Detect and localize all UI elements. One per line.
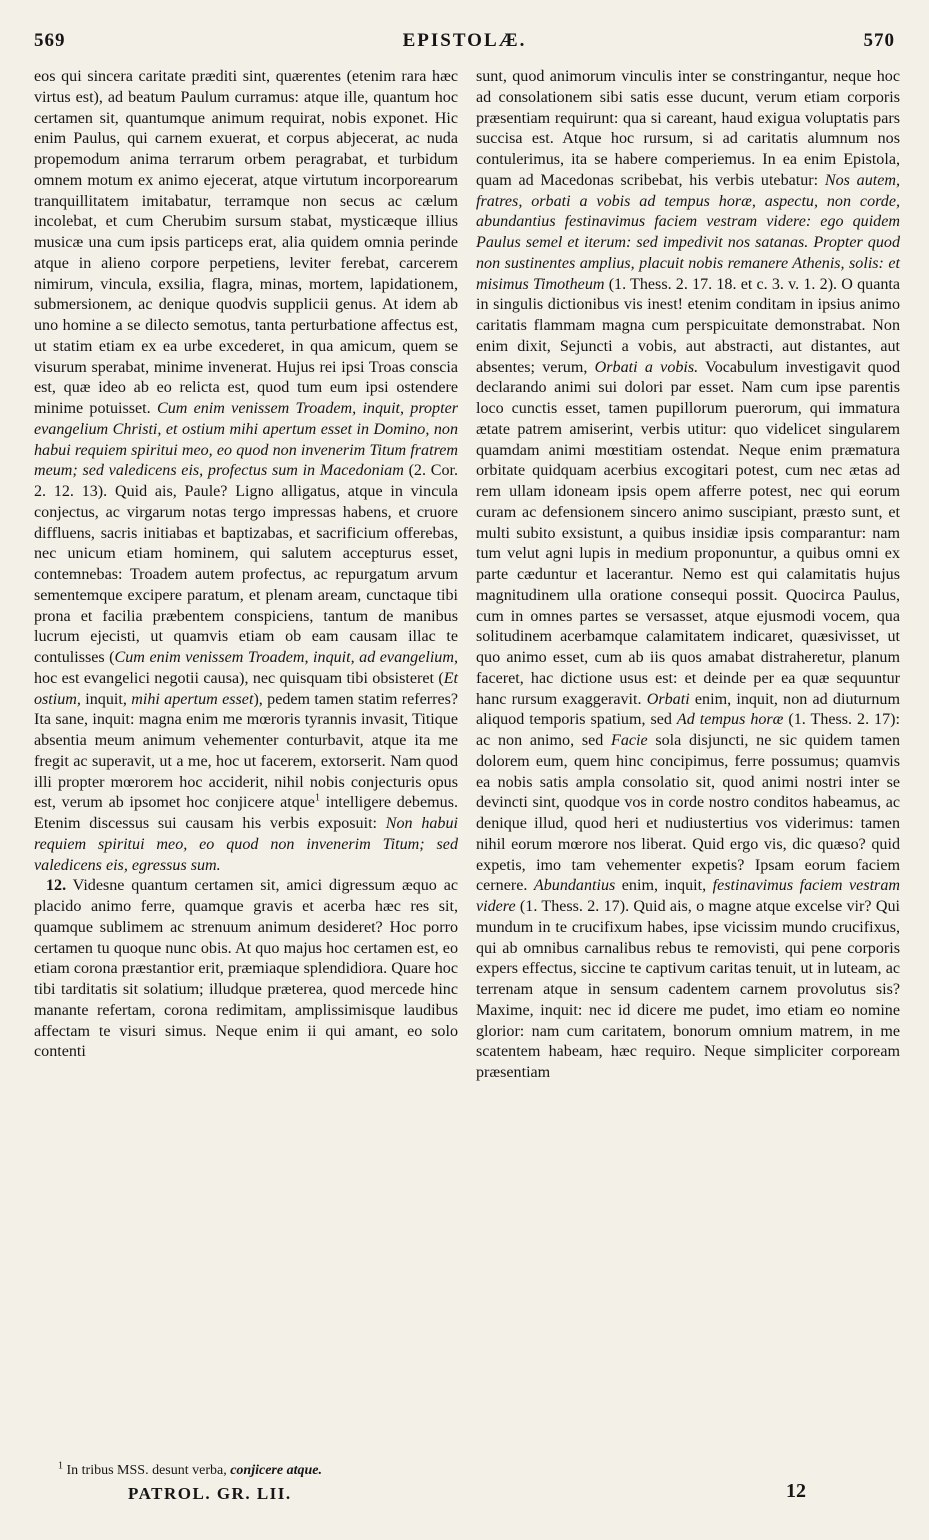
text-run: Videsne quantum certamen sit, amici digressum æquo ac placido animo ferre, quamque gravis et acerba hæc res sit, quamque sublimem ac strenuum animum desideret? Hoc porro certamen tu quoque nunc obis. At quo majus hoc certamen est, eo etiam corona præstantior erit, præmiaque splendidiora. Quare hoc tibi tarditatis sit solatium; illudque præterea, quod mercede hinc manante refertam, corona redimitam, amplissimisque laudibus affectam te visuri simus. Neque enim ii qui amant, eo solo contenti — [34, 877, 458, 1061]
text-run: sola disjuncti, ne sic quidem tamen dolorem eum, quem hinc concipimus, ferre possumus; quamvis ea nobis satis ampla consolatio sit, quod animi nostri inter se devincti sint, quodque vos in corde nostro conditos habeamus, ac denique illud, quod heri et nudiustertius vos viderimus: tamen nihil eorum mœrore nos liberat. Quid ergo vis, dic quæso? quid expetis, imo tam vehementer expetis? Ipsam eorum faciem cernere. — [476, 732, 900, 895]
footnote-reference: 1 — [314, 792, 320, 804]
text-run: (1. Thess. 2. 17): ac non animo, sed — [476, 711, 900, 749]
text-run: (1. Thess. 2. 17. 18. et c. 3. v. 1. 2). O quanta in singulis dictionibus vis inest! etenim conditam in ipsius animo caritatis flammam magna cum perspicuitate demonstrabat. Non enim dixit, Sejuncti a vobis, aut abstracti, aut distantes, aut absentes; verum, — [476, 275, 900, 376]
text-run: eos qui sincera caritate præditi sint, quærentes (etenim rara hæc virtus est), ad beatum Paulum curramus: atque ille, quantum hoc certamen sit, quantumque animum requirat, nobis exponet. Hic enim Paulus, qui carnem exuerat, et corpus abjecerat, ac nuda propemodum anima terrarum orbem peragrabat, et turbidum omnem motum ex animo ejecerat, atque virtutum incorporearum tranquillitatem imitabatur, terramque non secus ac cælum incolebat, et cum Cherubim sursum stabat, mysticæque illius musicæ una cum ipsis particeps erat, alia quidem omnia perinde atque in alieno corpore perpetiens, leviter ferebat, carcerem nimirum, vincula, exsilia, flagra, minas, mortem, lapidationem, submersionem, ac denique quodvis supplicii genus. At idem ab uno homine a se dilecto semotus, tanta perturbatione affectus est, ut statim etiam ex ea urbe excederet, in qua amicum, quem se visurum sperabat, minime invenerat. Hujus rei ipsi Troas conscia est, quæ ideo ab eo relicta est, quod tum eum ipsi ostendere minime potuisset. — [34, 68, 458, 417]
text-run: ), pedem tamen statim referres? Ita sane, inquit: magna enim me mœroris tyrannis invasit, Titique absentia meum animum vehementer conturbavit, atque ita me fregit ac superavit, ut a me, hoc ut facerem, extorserit. Nam quod illi propter mœrorem hoc acciderit, nihil nobis conjecturis opus est, verum ab ipsomet hoc conjicere atque — [34, 690, 458, 812]
printer-signature: PATROL. GR. LII. — [128, 1484, 292, 1503]
footnote-text: In tribus MSS. desunt verba, — [63, 1463, 231, 1478]
sheet-number: 12 — [786, 1480, 806, 1502]
quotation: Nos autem, fratres, orbati a vobis ad tempus horæ, aspectu, non corde, abundantius festinavimus faciem vestram videre: ego quidem Paulus semel et iterum: sed impedivit nos satanas. Propter quod non sustinentes amplius, placuit nobis remanere Athenis, solis: et misimus Timotheum — [476, 171, 900, 293]
left-column — [34, 67, 458, 1063]
quotation: mihi apertum esset — [131, 690, 254, 708]
quotation: Cum enim venissem Troadem, inquit, propter evangelium Christi, et ostium mihi apertum esset in Domino, non habui requiem spiritui meo, eo quod non invenerim Titum fratrem meum; sed valedicens eis, profectus sum in Macedoniam — [34, 400, 458, 480]
running-head — [34, 30, 895, 60]
quotation: Abundantius — [533, 877, 616, 895]
footnote — [58, 1462, 458, 1480]
text-run: intelligere debemus. Etenim discessus sui causam his verbis exposuit: — [34, 794, 458, 832]
quotation: Et ostium, — [34, 669, 458, 708]
text-run: enim, inquit, — [615, 877, 713, 895]
quotation: Ad tempus horæ — [676, 711, 784, 729]
quotation: Cum enim venissem Troadem, inquit, ad evangelium, — [114, 649, 458, 666]
quotation: Non habui requiem spiritui meo, eo quod non invenerim Titum; sed valedicens eis, egressus sum. — [34, 815, 458, 874]
left-paragraph-continuation — [34, 67, 458, 876]
page-number-left: 569 — [34, 30, 66, 51]
paragraph-12 — [34, 876, 458, 1063]
text-run: hoc est evangelici negotii causa), nec quisquam tibi obsisteret ( — [34, 669, 444, 687]
text-run: (1. Thess. 2. 17). Quid ais, o magne atque excelse vir? Qui mundum in te crucifixum habes, ipse vicissim mundo crucifixus, qui ab omnibus carnalibus rebus te removisti, qui pene corporis expers effectus, siccine te captivum caritas tenuit, ut in luteam, ac terrenam atque in sensum cadentem carnem provolutus sis? Maxime, inquit: nec id dicere me pudet, imo etiam eo nomine glorior: nam cum caritatem, bonorum omnium matrem, in me scatentem habeam, hæc requiro. Neque simpliciter corpoream præsentiam — [476, 898, 900, 1081]
text-run: enim, inquit, non ad diuturnum aliquod temporis spatium, sed — [476, 690, 900, 729]
footnote-mark: 1 — [58, 1460, 63, 1472]
quotation: festinavimus faciem vestram videre — [476, 877, 900, 915]
text-run: inquit, — [80, 690, 132, 708]
right-column — [476, 67, 900, 1084]
text-run: sunt, quod animorum vinculis inter se constringantur, neque hoc ad consolationem sibi satis esse ducunt, verum etiam corporis præsentiam requirunt: qua si careant, haud exigua voluptatis pars succisa est. Atque hoc rursum, si ad caritatis alumnum nos contulerimus, ita se habere comperiemus. In ea enim Epistola, quam ad Macedonas scribebat, his verbis utebatur: — [476, 68, 900, 189]
page-number-right: 570 — [863, 30, 895, 51]
right-paragraph — [476, 67, 900, 1084]
text-run: Vocabulum investigavit quod declarando animi sui dolori par esset. Nam cum ipse parentis loco cunctis esset, tamen pupillorum puerorum, qui immatura ætate patrem amiserint, verbis utitur: quo videlicet singularem quamdam animi mœstitiam ostendat. Neque enim præmatura orbitate quidquam acerbius excogitari potest, cum nec ætas ad rem ullam idoneam ipsis opem afferre potest, nec qui eorum curam ac defensionem sincero animo suscipiant, præsto sunt, et multi subito exsistunt, a quibus insidiæ ipsis comparantur: nam tum velut agni lupis in medium proponuntur, a quibus omni ex parte cæduntur et lacerantur. Nemo est qui calamitatis hujus magnitudinem ulla oratione consequi possit. Quocirca Paulus, cum in omnes partes se versasset, atque ejusmodi vocem, qua solitudinem acerbamque calamitatem indicaret, quæsivisset, ut quo animo esset, cum ab iis quos amabat distraheretur, planum faceret, hac dictione usus est: et deinde per ea quæ sequuntur hanc rursum exaggeravit. — [476, 358, 900, 708]
quotation: Orbati — [646, 690, 690, 708]
text-run: (2. Cor. 2. 12. 13). Quid ais, Paule? Ligno alligatus, atque in vincula conjectus, ac virgarum notas tergo impressas habens, et cruore diffluens, sacris initiabas et baptizabas, et sacrificium offerebas, nec unicum etiam hominem, qui salutem accepturus esset, contemnebas: Troadem autem profectus, ac repurgatum arvum sementemque excipere paratum, et plenam aream, cunctaque tibi prona et facilia præbentem conspiciens, tantum de manibus lucrum ejecisti, ut quamvis etiam ob eam causam illac te contulisses ( — [34, 462, 458, 666]
paragraph-number: 12. — [46, 877, 67, 895]
running-title: EPISTOLÆ. — [402, 30, 527, 51]
quotation: Orbati a vobis. — [594, 358, 699, 376]
footnote-italic: conjicere atque. — [230, 1463, 322, 1478]
quotation: Facie — [611, 732, 648, 749]
